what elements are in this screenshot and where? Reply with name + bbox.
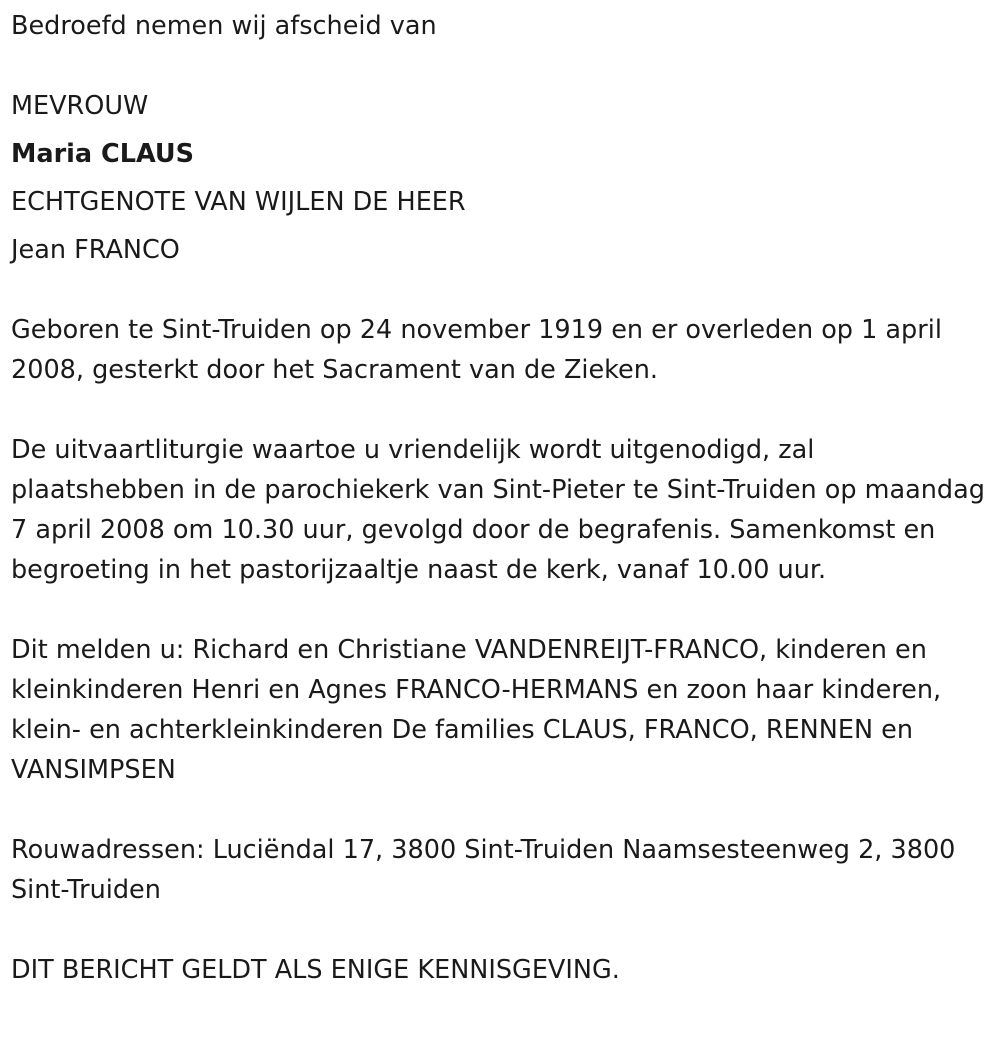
family-paragraph: Dit melden u: Richard en Christiane VANDENREIJT-FRANCO, kinderen en kleinkinderen Henri en Agnes FRANCO-HERMANS en zoon haar kinderen, klein- en achterkleinkinderen De families CLAUS, FRANCO, RENNEN en VANSIMPSEN xyxy=(11,635,942,785)
relation-text: ECHTGENOTE VAN WIJLEN DE HEER xyxy=(11,187,466,217)
intro-text: Bedroefd nemen wij afscheid van xyxy=(11,11,437,41)
honorific: MEVROUW xyxy=(11,91,149,121)
spouse-name: Jean FRANCO xyxy=(11,235,180,265)
addresses-paragraph: Rouwadressen: Luciëndal 17, 3800 Sint-Truiden Naamsesteenweg 2, 3800 Sint-Truiden xyxy=(11,835,956,905)
death-notice xyxy=(11,0,991,990)
closing-text: DIT BERICHT GELDT ALS ENIGE KENNISGEVING. xyxy=(11,955,620,985)
funeral-paragraph: De uitvaartliturgie waartoe u vriendelijk wordt uitgenodigd, zal plaatshebben in de parochiekerk van Sint-Pieter te Sint-Truiden op maandag 7 april 2008 om 10.30 uur, gevolgd door de begrafenis. Samenkomst en begroeting in het pastorijzaaltje naast de kerk, vanaf 10.00 uur. xyxy=(11,435,985,585)
deceased-name: Maria CLAUS xyxy=(11,139,194,169)
birth-death-paragraph: Geboren te Sint-Truiden op 24 november 1919 en er overleden op 1 april 2008, gesterkt door het Sacrament van de Zieken. xyxy=(11,315,942,385)
